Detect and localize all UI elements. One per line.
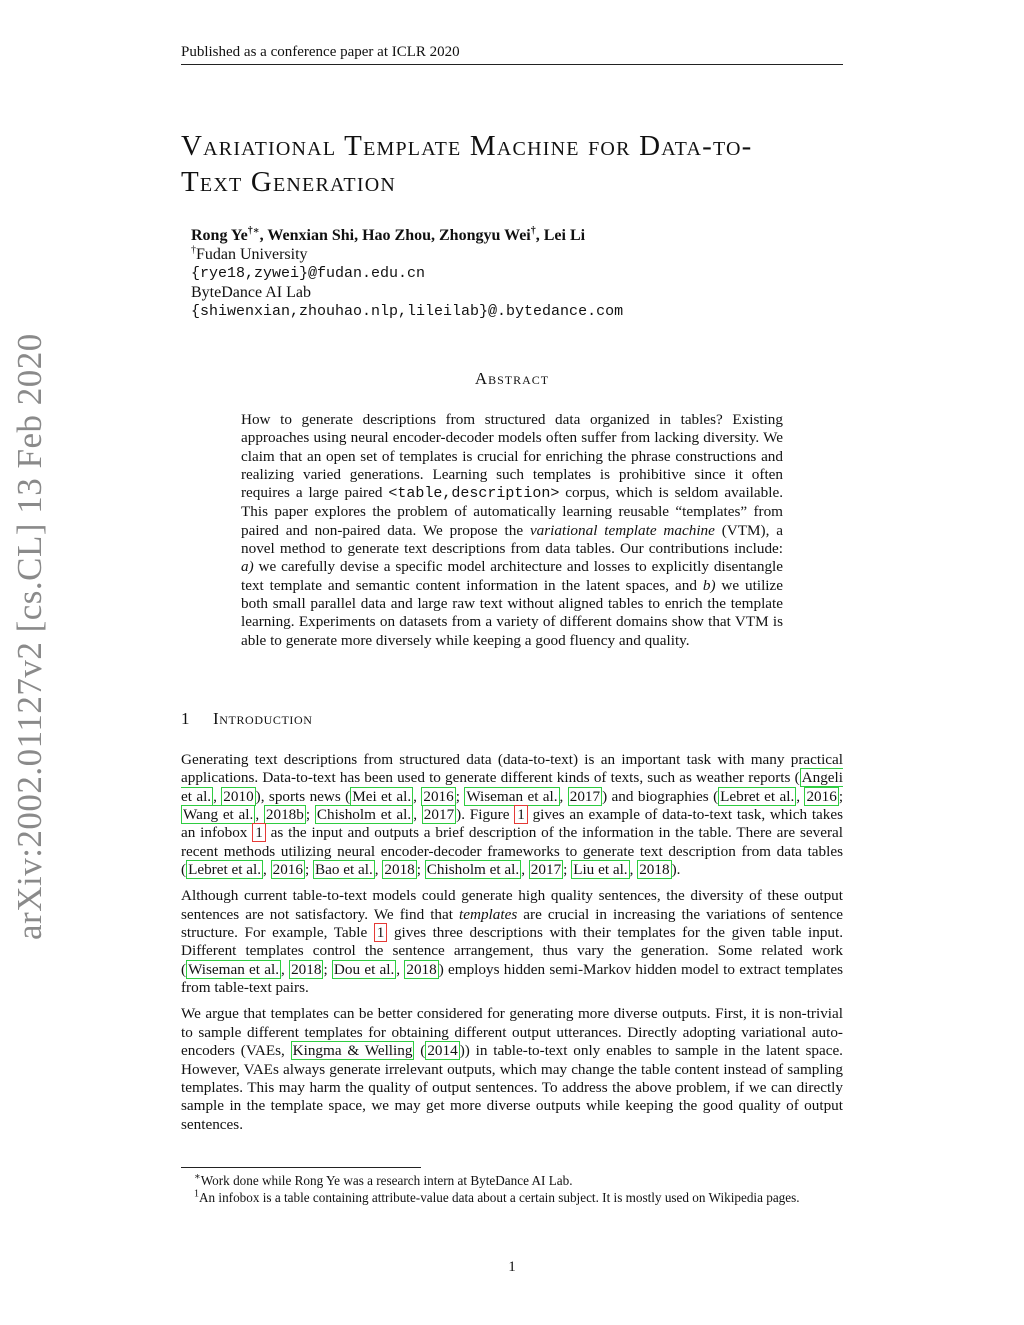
- citation-link[interactable]: 2017: [569, 787, 601, 805]
- citation-link[interactable]: Dou et al.: [333, 960, 395, 978]
- citation-link[interactable]: 2016: [272, 861, 303, 879]
- citation-link[interactable]: 2017: [530, 861, 562, 879]
- citation-link[interactable]: Chisholm et al.: [426, 861, 520, 879]
- citation-link[interactable]: Wang et al.: [183, 806, 254, 824]
- citation-link[interactable]: 2018: [291, 960, 322, 978]
- citation-link[interactable]: 2018: [639, 861, 670, 879]
- footnote-rule: [181, 1167, 421, 1168]
- footnote-2: $^1$An infobox is a table containing attribute-value data about a certain subject. It is mostly used on Wikipedia pages.: [194, 1188, 800, 1205]
- citation-link[interactable]: 2017: [423, 806, 455, 824]
- footnote-1: ∗Work done while Rong Ye was a research intern at ByteDance AI Lab.: [194, 1171, 573, 1188]
- code-table-description: <table,description>: [388, 485, 560, 503]
- email-fudan: {rye18,zywei}@fudan.edu.cn: [191, 265, 426, 282]
- citation-link[interactable]: 2016: [423, 787, 454, 805]
- citation-link[interactable]: Wiseman et al.: [466, 787, 558, 805]
- citation-link[interactable]: Bao et al.: [315, 861, 373, 879]
- page-number: 1: [508, 1259, 516, 1275]
- citation-link[interactable]: Chisholm et al.: [316, 806, 412, 824]
- citation-link[interactable]: 2018b: [265, 806, 304, 824]
- citation-link[interactable]: 2010: [223, 787, 254, 805]
- citation-link[interactable]: Wiseman et al.: [188, 960, 280, 978]
- citation-link[interactable]: Kingma & Welling: [292, 1042, 413, 1060]
- citation-link[interactable]: 2014: [427, 1042, 458, 1060]
- table-ref-link[interactable]: 1: [374, 923, 388, 942]
- intro-paragraph-2: Although current table-to-text models could generate high quality sentences, the diversity of these output sentences are not satisfactory. We find that templates are crucial in increasing the variations of sentence structure. For example, Table 1 gives three descriptions with their templates for the given table input. Different templates control the sentence arrangement, thus vary the generation. Some related work ( Wiseman et al. , 2018 ; Dou et al. , 2018 ) employs hidden semi-Markov hidden model to extract templates from table-text pairs.: [181, 887, 844, 997]
- citation-link[interactable]: 2016: [806, 787, 837, 805]
- citation-link[interactable]: Mei et al.: [352, 787, 412, 805]
- citation-link[interactable]: Liu et al.: [573, 861, 628, 879]
- title-line-2: Text Generation: [181, 166, 396, 198]
- citation-link[interactable]: 2018: [406, 960, 437, 978]
- citation-link[interactable]: 2018: [384, 861, 415, 879]
- author-names: Rong Ye†∗, Wenxian Shi, Hao Zhou, Zhongyu Wei†, Lei Li: [191, 225, 586, 244]
- figure-ref-link[interactable]: 1: [514, 805, 528, 824]
- affiliation-fudan: †Fudan University: [191, 244, 308, 263]
- intro-paragraph-1: Generating text descriptions from structured data (data-to-text) is an important task with many practical applications. Data-to-text has been used to generate different kinds of texts, such as weather reports ( Angeli et al. , 2010 ), sports news ( Mei et al. , 2016 ; Wiseman et al. , 2017 ) and biographies ( Lebret et al. , 2016 ; Wang et al. , 2018b ; Chisholm et al. , 2017 ). Figure 1 gives an example of data-to-text task, which takes an infobox 1 as the input and outputs a brief description of the information in the table. There are several recent methods utilizing neural encoder-decoder frameworks to generate text description from data tables ( Lebret et al. , 2016 ; Bao et al. , 2018 ; Chisholm et al. , 2017 ; Liu et al. , 2018 ).: [181, 751, 844, 879]
- author-block: [191, 226, 791, 321]
- running-header: Published as a conference paper at ICLR 2020: [181, 44, 843, 65]
- intro-paragraph-3: We argue that templates can be better considered for generating more diverse outputs. First, it is non-trivial to sample different templates for obtaining different output utterances. Directly adopting variational auto-encoders (VAEs, Kingma & Welling ( 2014 )) in table-to-text only enables to sample in the latent space. However, VAEs always generate irrelevant outputs, which may change the table content instead of sampling templates. This may harm the quality of output sentences. To address the above problem, if we can directly sample in the template space, we may get more diverse outputs while keeping the good quality of output sentences.: [181, 1005, 843, 1133]
- email-bytedance: {shiwenxian,zhouhao.nlp,lileilab}@.bytedance.com: [191, 303, 624, 320]
- paper-title: [181, 128, 843, 200]
- abstract-body: How to generate descriptions from structured data organized in tables? Existing approaches using neural encoder-decoder models often suffer from lacking diversity. We claim that an open set of templates is crucial for enriching the phrase constructions and realizing varied generations. Learning such templates is prohibitive since it often requires a large paired <table,description> corpus, which is seldom available. This paper explores the problem of automatically learning reusable “templates” from paired and non-paired data. We propose the variational template machine (VTM), a novel method to generate text descriptions from data tables. Our contributions include: a) we carefully devise a specific model architecture and losses to explicitly disentangle text template and semantic content information in the latent spaces, and b) we utilize both small parallel data and large raw text without aligned tables to enrich the template learning. Experiments on datasets from a variety of different domains show that VTM is able to generate more diversely while keeping a good fluency and quality.: [241, 411, 783, 649]
- footnotes: [181, 1172, 843, 1206]
- citation-link[interactable]: Lebret et al.: [188, 861, 262, 879]
- arxiv-stamp: arXiv:2002.01127v2 [cs.CL] 13 Feb 2020: [10, 333, 49, 940]
- section-heading-introduction: 1 Introduction: [181, 709, 313, 728]
- affiliation-bytedance: ByteDance AI Lab: [191, 284, 311, 301]
- footnote-ref-link[interactable]: 1: [252, 823, 266, 842]
- citation-link[interactable]: Lebret et al.: [720, 787, 795, 805]
- citation-link[interactable]: Angeli et al.: [181, 769, 843, 805]
- title-line-1: Variational Template Machine for Data-to-: [181, 130, 753, 162]
- abstract-heading: Abstract: [474, 369, 550, 388]
- introduction-body: [181, 751, 843, 1142]
